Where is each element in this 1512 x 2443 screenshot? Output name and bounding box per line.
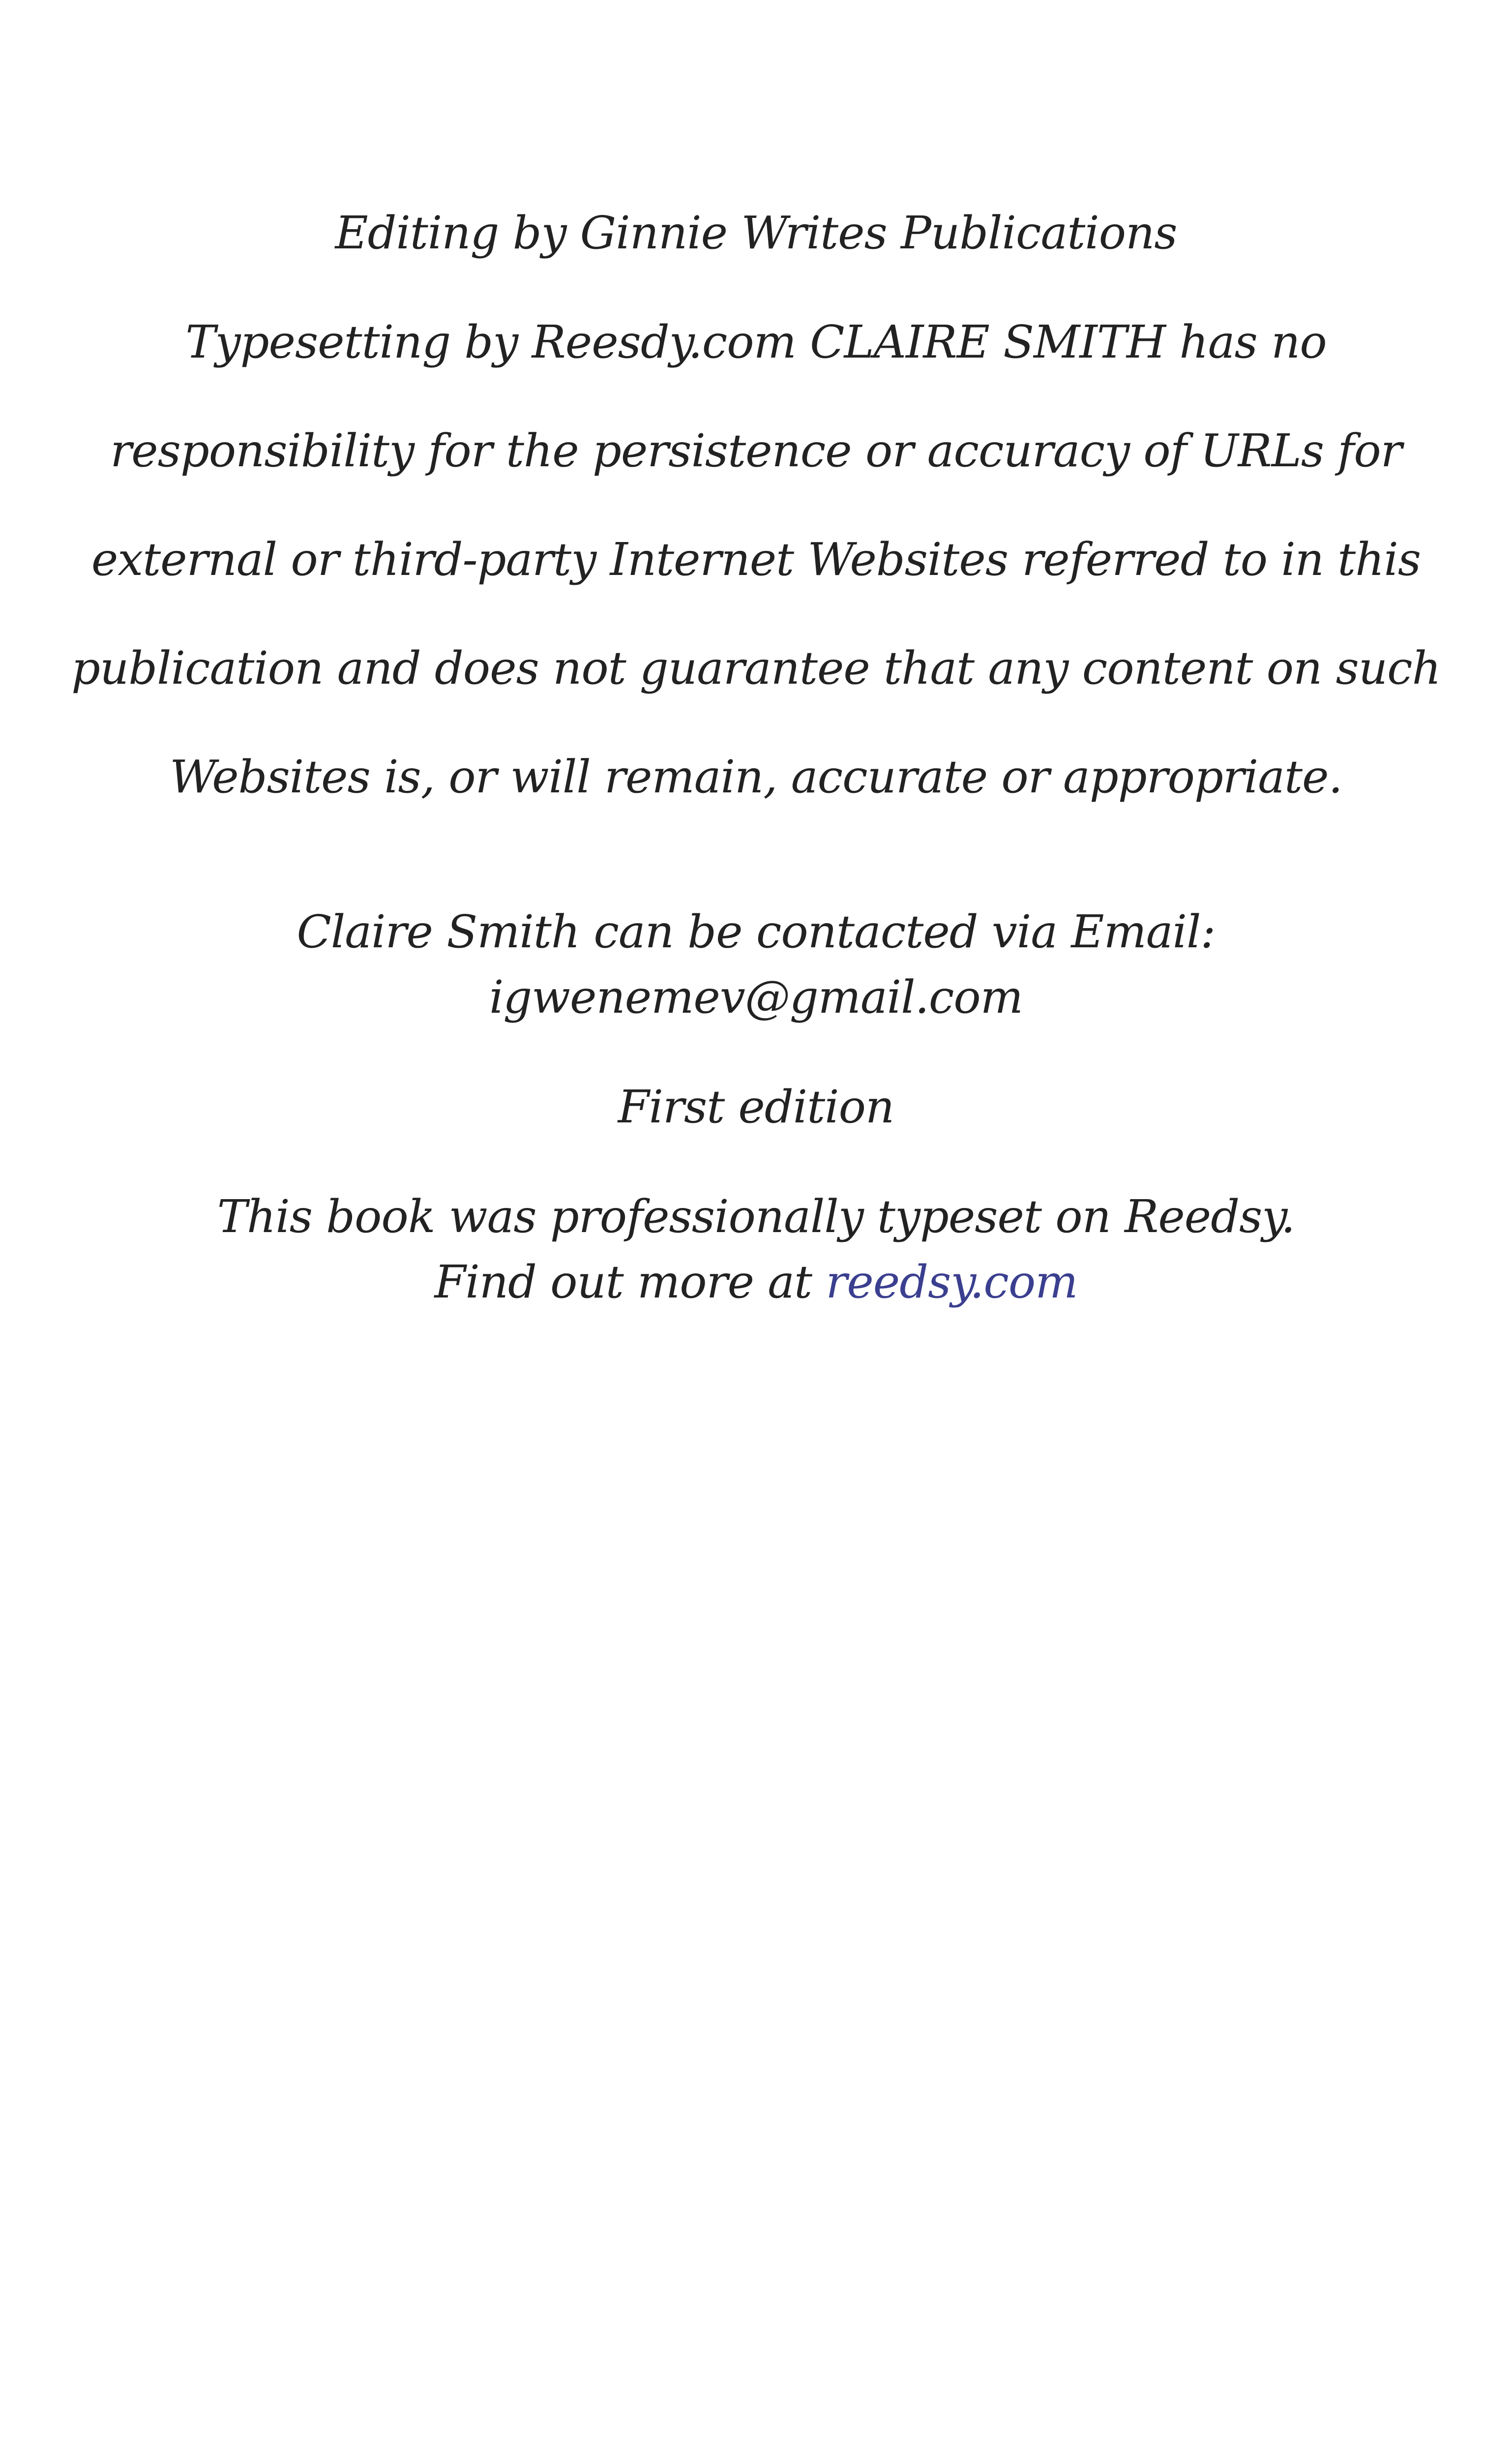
reedsy-link[interactable]: reedsy.com (826, 1256, 1078, 1308)
edition-label: First edition (618, 1081, 894, 1133)
contact-email: igwenemev@gmail.com (489, 971, 1023, 1024)
disclaimer-line-2: responsibility for the persistence or accuracy of URLs for (110, 424, 1402, 477)
find-out-more-text: Find out more at (434, 1256, 826, 1308)
disclaimer-line-5: Websites is, or will remain, accurate or appropriate. (170, 751, 1342, 803)
contact-text: Claire Smith can be contacted via Email: (296, 905, 1216, 958)
disclaimer-line-3: external or third-party Internet Websites referred to in this (91, 533, 1421, 586)
editing-credit: Editing by Ginnie Writes Publications (335, 207, 1177, 259)
find-out-more-line (0, 1253, 1512, 1312)
typeset-note: This book was professionally typeset on Reedsy. (217, 1190, 1295, 1243)
disclaimer-line-1: Typesetting by Reesdy.com CLAIRE SMITH has no (185, 316, 1327, 368)
disclaimer-line-4: publication and does not guarantee that any content on such (71, 642, 1441, 694)
